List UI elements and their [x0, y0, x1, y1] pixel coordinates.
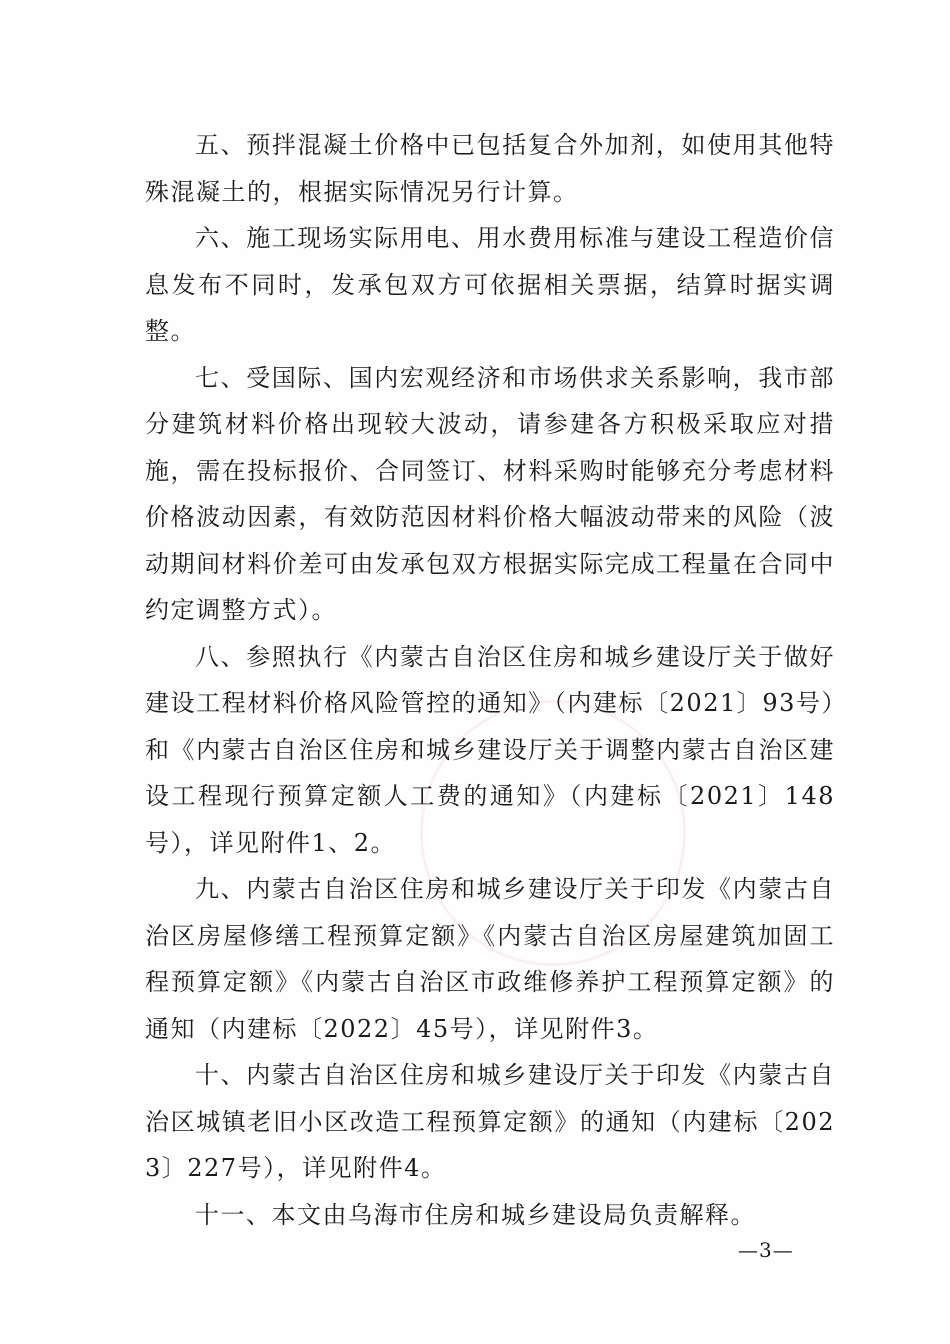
paragraph-9: 九、内蒙古自治区住房和城乡建设厅关于印发《内蒙古自治区房屋修缮工程预算定额》《内蒙古自治区房屋建筑加固工程预算定额》《内蒙古自治区市政维修养护工程预算定额》的通知（内建标〔2022〕45号），详见附件3。 — [145, 875, 835, 1043]
paragraph-8: 八、参照执行《内蒙古自治区住房和城乡建设厅关于做好建设工程材料价格风险管控的通知》（内建标〔2021〕93号）和《内蒙古自治区住房和城乡建设厅关于调整内蒙古自治区建设工程现行预算定额人工费的通知》（内建标〔2021〕148号），详见附件1、2。 — [145, 642, 835, 857]
paragraph-11: 十一、本文由乌海市住房和城乡建设局负责解释。 — [195, 1200, 756, 1229]
paragraph-6: 六、施工现场实际用电、用水费用标准与建设工程造价信息发布不同时，发承包双方可依据相关票据，结算时据实调整。 — [145, 224, 835, 345]
paragraph-5: 五、预拌混凝土价格中已包括复合外加剂，如使用其他特殊混凝土的，根据实际情况另行计算。 — [145, 131, 835, 206]
document-body — [145, 122, 835, 1238]
paragraph-10: 十、内蒙古自治区住房和城乡建设厅关于印发《内蒙古自治区城镇老旧小区改造工程预算定额》的通知（内建标〔2023〕227号），详见附件4。 — [145, 1061, 835, 1182]
page-number: —3— — [738, 1238, 794, 1262]
paragraph-7: 七、受国际、国内宏观经济和市场供求关系影响，我市部分建筑材料价格出现较大波动，请参建各方积极采取应对措施，需在投标报价、合同签订、材料采购时能够充分考虑材料价格波动因素，有效防范因材料价格大幅波动带来的风险（波动期间材料价差可由发承包双方根据实际完成工程量在合同中约定调整方式）。 — [145, 363, 835, 624]
